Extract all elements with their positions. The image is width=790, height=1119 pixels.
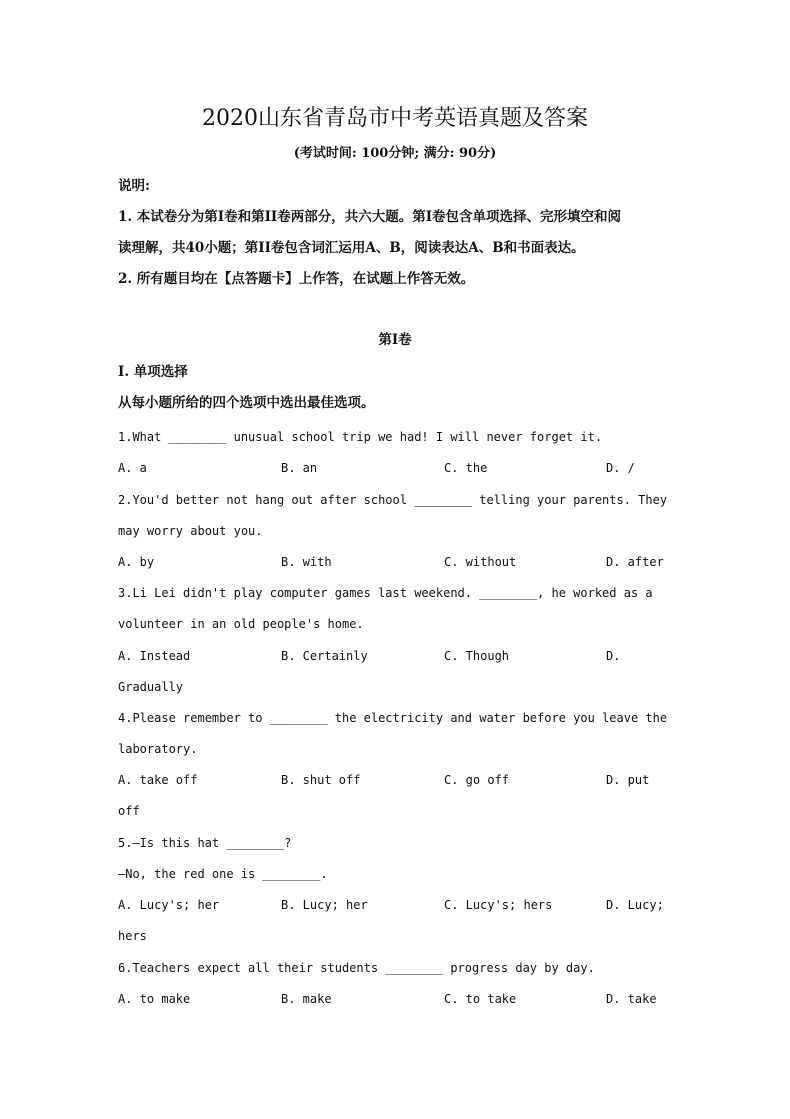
question-3-option-c: C. Though: [444, 649, 510, 663]
question-6-option-a: A. to make: [118, 992, 191, 1006]
question-3-option-d: D.: [606, 649, 621, 663]
question-5-option-b: B. Lucy; her: [281, 898, 368, 912]
question-4-option-d: D. put: [606, 773, 650, 787]
question-5-option-d-wrap: hers: [118, 929, 147, 943]
part-heading: I. 单项选择: [118, 364, 188, 380]
question-1-option-b: B. an: [281, 461, 318, 475]
question-2-option-c: C. without: [444, 555, 517, 569]
question-3-option-a: A. Instead: [118, 649, 191, 663]
document-title: 2020山东省青岛市中考英语真题及答案: [202, 106, 588, 131]
question-5-option-a: A. Lucy's; her: [118, 898, 220, 912]
question-1-option-c: C. the: [444, 461, 488, 475]
question-3-stem-line-2: volunteer in an old people's home.: [118, 617, 364, 631]
instruction-item-2: 2. 所有题目均在【点答题卡】上作答，在试题上作答无效。: [118, 271, 475, 287]
question-2-option-b: B. with: [281, 555, 332, 569]
question-1-option-a: A. a: [118, 461, 147, 475]
question-5-option-c: C. Lucy's; hers: [444, 898, 553, 912]
question-3-option-b: B. Certainly: [281, 649, 368, 663]
instruction-item-1-line-2: 读理解，共40小题；第II卷包含词汇运用A、B，阅读表达A、B和书面表达。: [118, 240, 585, 256]
question-1-stem: 1.What ________ unusual school trip we had! I will never forget it.: [118, 430, 603, 444]
question-4-stem-line-1: 4.Please remember to ________ the electricity and water before you leave the: [118, 711, 668, 725]
question-2-option-d: D. after: [606, 555, 664, 569]
instruction-item-1-line-1: 1. 本试卷分为第I卷和第II卷两部分，共六大题。第I卷包含单项选择、完形填空和阅: [118, 209, 622, 225]
section-title: 第I卷: [378, 332, 412, 348]
question-2-stem-line-1: 2.You'd better not hang out after school ________ telling your parents. They: [118, 493, 668, 507]
instructions-heading: 说明:: [118, 178, 150, 194]
question-3-option-d-wrap: Gradually: [118, 680, 184, 694]
question-3-stem-line-1: 3.Li Lei didn't play computer games last weekend. ________, he worked as a: [118, 586, 653, 600]
question-4-option-a: A. take off: [118, 773, 198, 787]
question-5-option-d: D. Lucy;: [606, 898, 664, 912]
question-6-option-c: C. to take: [444, 992, 517, 1006]
question-2-option-a: A. by: [118, 555, 155, 569]
question-6-option-b: B. make: [281, 992, 332, 1006]
question-4-option-d-wrap: off: [118, 804, 140, 818]
question-2-stem-line-2: may worry about you.: [118, 524, 263, 538]
question-5-stem-line-1: 5.—Is this hat ________?: [118, 836, 292, 850]
question-1-option-d: D. /: [606, 461, 635, 475]
question-4-stem-line-2: laboratory.: [118, 742, 198, 756]
question-6-stem: 6.Teachers expect all their students ________ progress day by day.: [118, 961, 595, 975]
question-5-stem-line-2: —No, the red one is ________.: [118, 867, 328, 881]
question-6-option-d: D. take: [606, 992, 657, 1006]
part-directive: 从每小题所给的四个选项中选出最佳选项。: [118, 395, 375, 411]
question-4-option-b: B. shut off: [281, 773, 361, 787]
question-4-option-c: C. go off: [444, 773, 510, 787]
exam-duration-score: (考试时间: 100分钟; 满分: 90分): [293, 146, 497, 161]
